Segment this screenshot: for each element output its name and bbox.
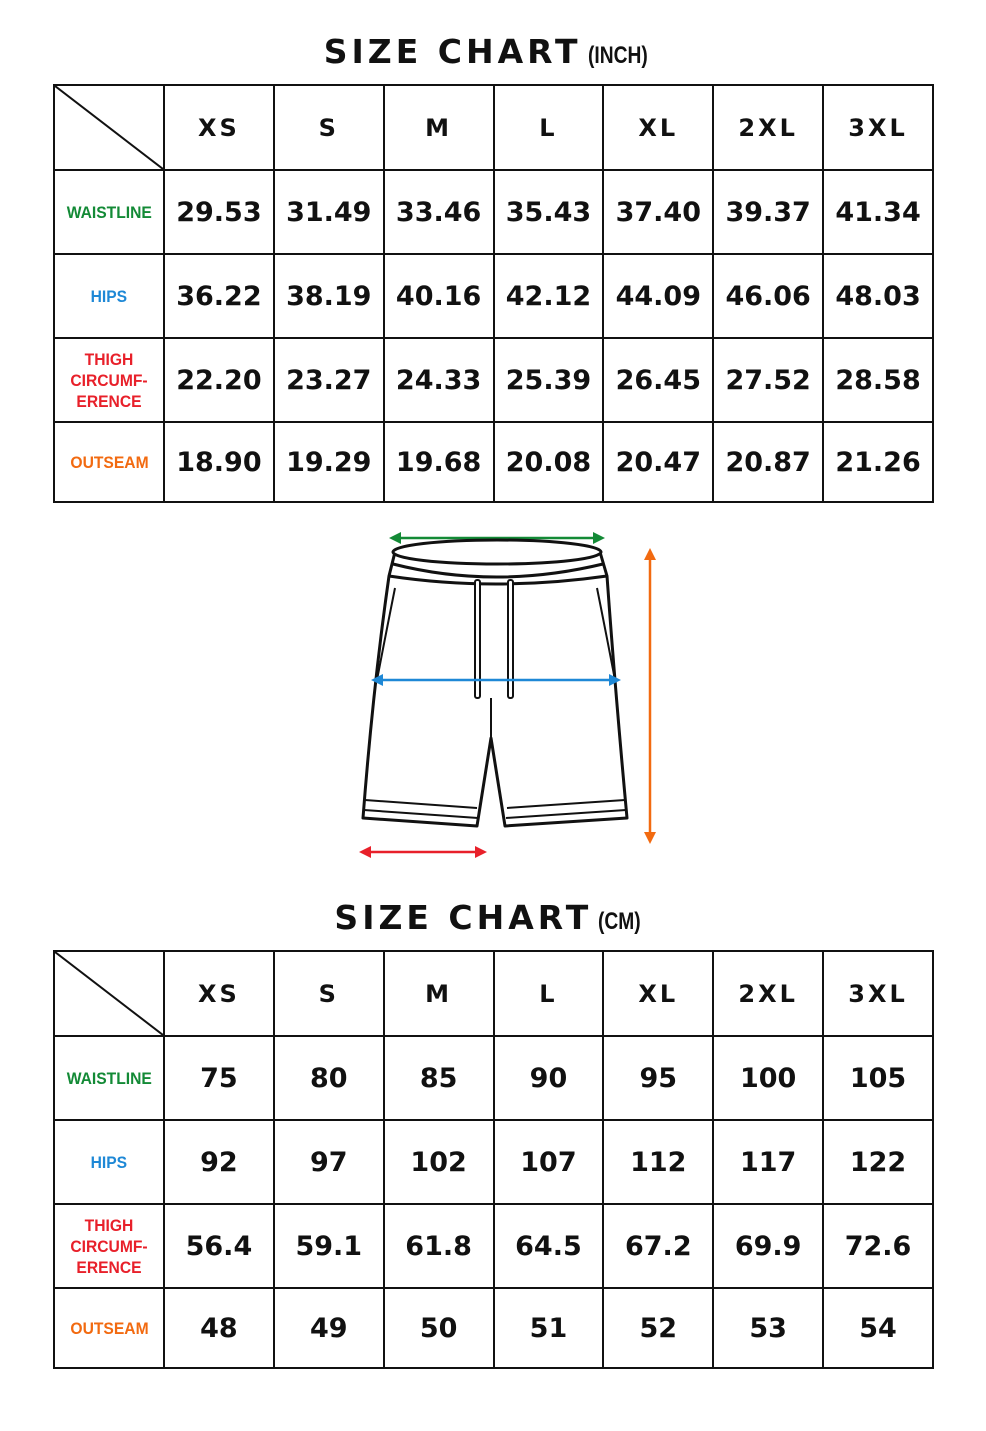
table-row-hips <box>54 254 933 338</box>
table-cell: 105 <box>823 1036 933 1120</box>
table-cell: 22.20 <box>164 338 274 422</box>
table-cell: 90 <box>494 1036 604 1120</box>
size-header-l: L <box>494 951 604 1036</box>
table-cell: 20.47 <box>603 422 713 502</box>
row-label-hips: HIPS <box>54 254 164 338</box>
table-cell: 33.46 <box>384 170 494 254</box>
table-cell: 67.2 <box>603 1204 713 1288</box>
table-cell: 50 <box>384 1288 494 1368</box>
size-header-s: S <box>274 85 384 170</box>
table-cell: 28.58 <box>823 338 933 422</box>
table-row-outseam <box>54 422 933 502</box>
diagonal-line-icon <box>55 952 163 1035</box>
table-cell: 39.37 <box>713 170 823 254</box>
row-label-outseam: OUTSEAM <box>54 1288 164 1368</box>
table-header-row <box>54 85 933 170</box>
table-cell: 29.53 <box>164 170 274 254</box>
cm-chart-title <box>0 898 986 937</box>
table-cell: 42.12 <box>494 254 604 338</box>
table-cell: 31.49 <box>274 170 384 254</box>
size-header-l: L <box>494 85 604 170</box>
table-cell: 61.8 <box>384 1204 494 1288</box>
table-cell: 51 <box>494 1288 604 1368</box>
table-cell: 44.09 <box>603 254 713 338</box>
table-corner-cell <box>54 85 164 170</box>
inch-unit-text: (INCH) <box>587 42 648 69</box>
table-cell: 49 <box>274 1288 384 1368</box>
table-row-hips <box>54 1120 933 1204</box>
table-cell: 27.52 <box>713 338 823 422</box>
table-cell: 19.29 <box>274 422 384 502</box>
table-cell: 41.34 <box>823 170 933 254</box>
table-cell: 36.22 <box>164 254 274 338</box>
cm-title-text: SIZE CHART <box>334 898 593 937</box>
table-cell: 112 <box>603 1120 713 1204</box>
inch-title-text: SIZE CHART <box>323 32 582 71</box>
table-cell: 107 <box>494 1120 604 1204</box>
table-cell: 48 <box>164 1288 274 1368</box>
table-cell: 56.4 <box>164 1204 274 1288</box>
outseam-arrow-icon <box>644 548 656 844</box>
size-header-xl: XL <box>603 85 713 170</box>
inch-chart-title <box>0 32 986 71</box>
table-cell: 24.33 <box>384 338 494 422</box>
table-cell: 25.39 <box>494 338 604 422</box>
row-label-hips: HIPS <box>54 1120 164 1204</box>
size-header-2xl: 2XL <box>713 951 823 1036</box>
size-header-3xl: 3XL <box>823 85 933 170</box>
thigh-arrow-icon <box>359 846 487 858</box>
size-header-s: S <box>274 951 384 1036</box>
table-cell: 100 <box>713 1036 823 1120</box>
diagonal-line-icon <box>55 86 163 169</box>
table-cell: 53 <box>713 1288 823 1368</box>
table-cell: 97 <box>274 1120 384 1204</box>
table-cell: 26.45 <box>603 338 713 422</box>
row-label-waistline: WAISTLINE <box>54 1036 164 1120</box>
table-cell: 40.16 <box>384 254 494 338</box>
shorts-measurement-icon <box>355 528 675 868</box>
table-cell: 20.87 <box>713 422 823 502</box>
row-label-thigh: THIGH CIRCUMF- ERENCE <box>54 338 164 422</box>
table-cell: 54 <box>823 1288 933 1368</box>
size-header-xs: XS <box>164 951 274 1036</box>
table-row-waistline <box>54 170 933 254</box>
table-cell: 122 <box>823 1120 933 1204</box>
table-cell: 117 <box>713 1120 823 1204</box>
table-cell: 80 <box>274 1036 384 1120</box>
table-cell: 20.08 <box>494 422 604 502</box>
cm-unit-text: (CM) <box>598 908 641 935</box>
cm-size-table <box>53 950 934 1369</box>
table-header-row <box>54 951 933 1036</box>
table-cell: 48.03 <box>823 254 933 338</box>
table-cell: 69.9 <box>713 1204 823 1288</box>
table-cell: 75 <box>164 1036 274 1120</box>
table-cell: 52 <box>603 1288 713 1368</box>
table-cell: 19.68 <box>384 422 494 502</box>
row-label-outseam: OUTSEAM <box>54 422 164 502</box>
table-cell: 102 <box>384 1120 494 1204</box>
table-cell: 64.5 <box>494 1204 604 1288</box>
table-row-outseam <box>54 1288 933 1368</box>
table-cell: 72.6 <box>823 1204 933 1288</box>
size-header-xl: XL <box>603 951 713 1036</box>
table-row-thigh <box>54 1204 933 1288</box>
size-header-3xl: 3XL <box>823 951 933 1036</box>
table-cell: 46.06 <box>713 254 823 338</box>
table-cell: 23.27 <box>274 338 384 422</box>
table-cell: 85 <box>384 1036 494 1120</box>
size-header-xs: XS <box>164 85 274 170</box>
table-corner-cell <box>54 951 164 1036</box>
size-header-m: M <box>384 951 494 1036</box>
inch-size-table <box>53 84 934 503</box>
row-label-waistline: WAISTLINE <box>54 170 164 254</box>
table-cell: 18.90 <box>164 422 274 502</box>
table-cell: 92 <box>164 1120 274 1204</box>
table-cell: 95 <box>603 1036 713 1120</box>
shorts-outline <box>363 540 627 826</box>
table-row-thigh <box>54 338 933 422</box>
table-cell: 38.19 <box>274 254 384 338</box>
size-header-2xl: 2XL <box>713 85 823 170</box>
row-label-thigh: THIGH CIRCUMF- ERENCE <box>54 1204 164 1288</box>
table-cell: 59.1 <box>274 1204 384 1288</box>
table-cell: 37.40 <box>603 170 713 254</box>
table-cell: 21.26 <box>823 422 933 502</box>
table-row-waistline <box>54 1036 933 1120</box>
size-header-m: M <box>384 85 494 170</box>
table-cell: 35.43 <box>494 170 604 254</box>
